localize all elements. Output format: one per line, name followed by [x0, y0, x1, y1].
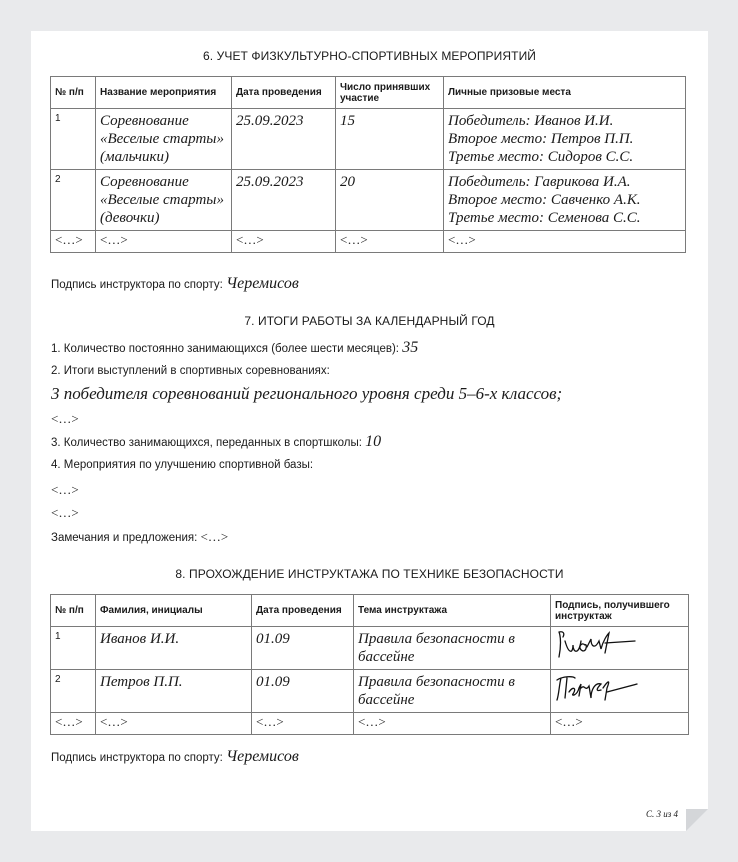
remarks-label: Замечания и предложения:	[51, 532, 198, 544]
table-row-empty	[51, 231, 686, 253]
col-num: № п/п	[51, 595, 96, 627]
place-1: Победитель: Гаврикова И.А.	[448, 174, 631, 190]
event-name: Соревнование «Веселые старты» (девочки)	[96, 170, 232, 231]
col-places: Личные призовые места	[444, 77, 686, 109]
place-2: Второе место: Савченко А.К.	[448, 192, 641, 208]
table-row	[51, 170, 686, 231]
col-date: Дата проведения	[252, 595, 354, 627]
table-row	[51, 109, 686, 170]
empty-cell: <…>	[444, 231, 686, 253]
col-date: Дата проведения	[232, 77, 336, 109]
event-date: 25.09.2023	[232, 170, 336, 231]
empty-cell: <…>	[96, 713, 252, 735]
section6-title: 6. УЧЕТ ФИЗКУЛЬТУРНО-СПОРТИВНЫХ МЕРОПРИЯТИЙ	[202, 49, 537, 63]
item-value: 10	[365, 433, 382, 450]
briefing-date: 01.09	[252, 627, 354, 670]
empty-cell: <…>	[51, 713, 96, 735]
table-row	[51, 670, 689, 713]
row-num: 2	[51, 170, 96, 231]
briefing-topic: Правила безопасности в бассейне	[354, 670, 551, 713]
page-number: С. 3 из 4	[645, 809, 678, 819]
row-num: 1	[51, 109, 96, 170]
col-signature: Подпись, получившего инструктаж	[551, 595, 689, 627]
event-count: 15	[336, 109, 444, 170]
briefing-date: 01.09	[252, 670, 354, 713]
empty-cell: <…>	[232, 231, 336, 253]
signature-value: Черемисов	[226, 275, 299, 292]
place-3: Третье место: Сидоров С.С.	[448, 149, 634, 165]
summary-item-1	[51, 339, 418, 357]
empty-cell: <…>	[96, 231, 232, 253]
signature-value: Черемисов	[226, 748, 299, 765]
col-name: Фамилия, инициалы	[96, 595, 252, 627]
table-header-row	[51, 77, 686, 109]
event-places	[444, 109, 686, 170]
summary-item-2-value: 3 победителя соревнований регионального уровня среди 5–6-х классов;	[51, 384, 563, 403]
col-event-name: Название мероприятия	[96, 77, 232, 109]
empty-cell: <…>	[354, 713, 551, 735]
briefing-topic: Правила безопасности в бассейне	[354, 627, 551, 670]
event-name: Соревнование «Веселые старты» (мальчики)	[96, 109, 232, 170]
events-table	[50, 76, 686, 253]
col-participants: Число принявших участие	[336, 77, 444, 109]
signature-cell	[551, 670, 689, 713]
summary-item-3	[51, 433, 381, 451]
document-page	[31, 31, 708, 831]
person-name: Петров П.П.	[96, 670, 252, 713]
summary-item-2-extra: <…>	[51, 411, 79, 426]
empty-cell: <…>	[252, 713, 354, 735]
signature-cell	[551, 627, 689, 670]
col-topic: Тема инструктажа	[354, 595, 551, 627]
page-fold-corner	[686, 809, 708, 831]
handwritten-signature-icon	[551, 670, 687, 706]
empty-cell: <…>	[51, 231, 96, 253]
event-date: 25.09.2023	[232, 109, 336, 170]
summary-item-4-line: <…>	[51, 482, 79, 497]
col-num: № п/п	[51, 77, 96, 109]
section8-title: 8. ПРОХОЖДЕНИЕ ИНСТРУКТАЖА ПО ТЕХНИКЕ БЕЗОПАСНОСТИ	[175, 567, 564, 581]
handwritten-signature-icon	[551, 627, 687, 663]
event-places	[444, 170, 686, 231]
signature-label: Подпись инструктора по спорту:	[51, 279, 223, 291]
summary-item-2-label: 2. Итоги выступлений в спортивных соревнованиях:	[51, 365, 330, 377]
remarks	[51, 529, 228, 545]
signature-label: Подпись инструктора по спорту:	[51, 752, 223, 764]
summary-item-4-label: 4. Мероприятия по улучшению спортивной базы:	[51, 459, 314, 471]
table-row	[51, 627, 689, 670]
instructor-signature-8	[51, 748, 299, 766]
table-row-empty	[51, 713, 689, 735]
summary-item-4-line: <…>	[51, 505, 79, 520]
item-label: 3. Количество занимающихся, переданных в спортшколы:	[51, 437, 362, 449]
person-name: Иванов И.И.	[96, 627, 252, 670]
instructor-signature-6	[51, 275, 299, 293]
item-label: 1. Количество постоянно занимающихся (более шести месяцев):	[51, 343, 399, 355]
section7-title: 7. ИТОГИ РАБОТЫ ЗА КАЛЕНДАРНЫЙ ГОД	[244, 314, 495, 328]
empty-cell: <…>	[551, 713, 689, 735]
place-3: Третье место: Семенова С.С.	[448, 210, 641, 226]
event-count: 20	[336, 170, 444, 231]
remarks-value: <…>	[200, 529, 229, 544]
place-2: Второе место: Петров П.П.	[448, 131, 634, 147]
place-1: Победитель: Иванов И.И.	[448, 113, 614, 129]
briefing-table	[50, 594, 689, 735]
table-header-row	[51, 595, 689, 627]
empty-cell: <…>	[336, 231, 444, 253]
item-value: 35	[402, 339, 419, 356]
row-num: 1	[51, 627, 96, 670]
row-num: 2	[51, 670, 96, 713]
